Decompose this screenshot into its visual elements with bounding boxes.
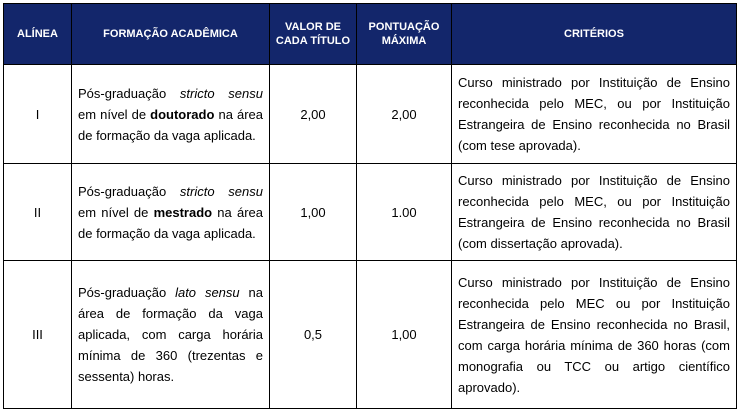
pontuacao-cell: 1.00 bbox=[357, 164, 452, 261]
table-row bbox=[4, 261, 737, 409]
header-pontuacao: PONTUAÇÃO MÁXIMA bbox=[357, 4, 452, 65]
formacao-bold: mestrado bbox=[153, 204, 213, 220]
header-row bbox=[4, 4, 737, 65]
table-row bbox=[4, 65, 737, 164]
criterios-cell: Curso ministrado por Instituição de Ensino reconhecida pelo MEC, ou por Instituição Estrangeira de Ensino reconhecida no Brasil (com tese aprovada). bbox=[452, 65, 737, 164]
formacao-post: na área de formação da vaga aplicada, com carga horária mínima de 360 (trezentas e sessenta) horas. bbox=[78, 285, 264, 384]
pontuacao-cell: 1,00 bbox=[357, 261, 452, 409]
criterios-cell: Curso ministrado por Instituição de Ensino reconhecida pelo MEC, ou por Instituição Estrangeira de Ensino reconhecida no Brasil (com dissertação aprovada). bbox=[452, 164, 737, 261]
header-criterios: CRITÉRIOS bbox=[452, 4, 737, 65]
header-valor: VALOR DE CADA TÍTULO bbox=[270, 4, 357, 65]
table-row bbox=[4, 164, 737, 261]
formacao-pre: Pós-graduação bbox=[78, 285, 176, 300]
titles-table bbox=[3, 3, 737, 409]
formacao-cell bbox=[72, 164, 270, 261]
formacao-post: na área de formação da vaga aplicada. bbox=[78, 204, 263, 241]
alinea-cell: I bbox=[4, 65, 72, 164]
formacao-italic: lato sensu bbox=[175, 285, 240, 300]
formacao-pre: Pós-graduação bbox=[78, 85, 180, 101]
formacao-post: na área de formação da vaga aplicada. bbox=[78, 106, 263, 143]
header-formacao: FORMAÇÃO ACADÊMICA bbox=[72, 4, 270, 65]
formacao-italic: stricto sensu bbox=[179, 183, 263, 199]
pontuacao-cell: 2,00 bbox=[357, 65, 452, 164]
formacao-bold: doutorado bbox=[150, 106, 215, 122]
valor-cell: 1,00 bbox=[270, 164, 357, 261]
formacao-pre: Pós-graduação bbox=[78, 183, 180, 199]
alinea-cell: II bbox=[4, 164, 72, 261]
formacao-mid: em nível de bbox=[78, 106, 151, 122]
formacao-cell bbox=[72, 261, 270, 409]
formacao-italic: stricto sensu bbox=[179, 85, 263, 101]
formacao-cell bbox=[72, 65, 270, 164]
alinea-cell: III bbox=[4, 261, 72, 409]
formacao-mid: em nível de bbox=[78, 204, 154, 220]
valor-cell: 2,00 bbox=[270, 65, 357, 164]
valor-cell: 0,5 bbox=[270, 261, 357, 409]
criterios-cell: Curso ministrado por Instituição de Ensino reconhecida pelo MEC ou por Instituição Estrangeira de Ensino reconhecida no Brasil, com carga horária mínima de 360 horas (com monografia ou TCC ou artigo científico aprovado). bbox=[452, 261, 737, 409]
header-alinea: ALÍNEA bbox=[4, 4, 72, 65]
